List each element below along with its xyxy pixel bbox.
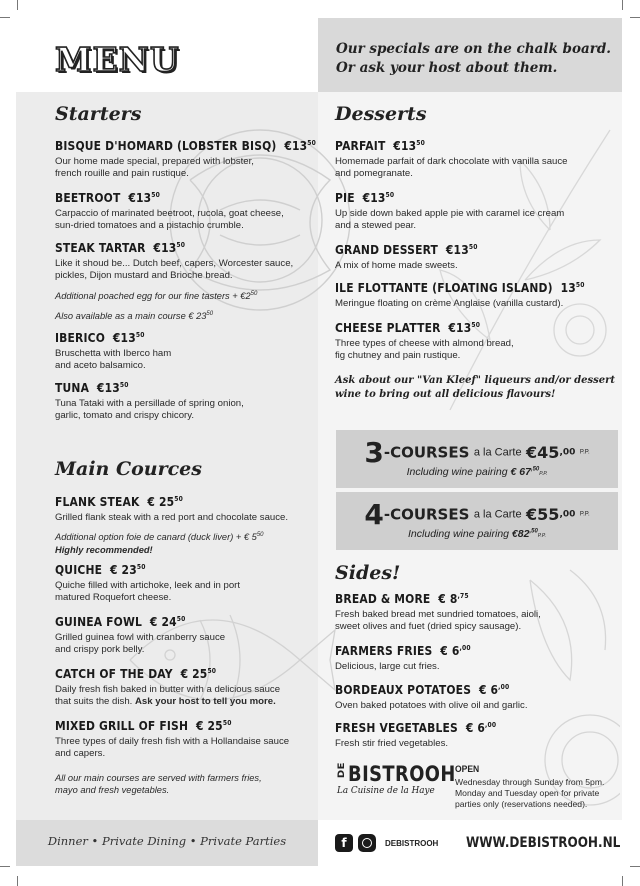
crop-mark	[622, 0, 623, 10]
item-description: Daily fresh fish baked in butter with a delicious sauce that suits the dish. Ask your host to tell you more.	[55, 684, 281, 708]
course-offer-line: 3-COURSES a la Carte €45,00 P.P.	[364, 436, 590, 469]
item-description: Three types of cheese with almond bread, fig chutney and pain rustique.	[335, 338, 514, 362]
item-title: STEAK TARTAR $€13^{50}$	[55, 240, 186, 255]
item-title: IBERICO $€13^{50}$	[55, 330, 145, 345]
item-extra: Highly recommended!	[55, 544, 153, 555]
item-description: Like it shoud be... Dutch beef, capers, Worcester sauce, pickles, Dijon mustard and Brioche bread.	[55, 258, 294, 282]
mains-note: All our main courses are served with farmers fries, mayo and fresh vegetables.	[55, 773, 262, 795]
item-title: TUNA $€13^{50}$	[55, 380, 129, 395]
menu-title: MENU	[55, 40, 180, 79]
starters-heading: Starters	[55, 103, 142, 125]
item-description: Delicious, large cut fries.	[335, 661, 440, 672]
item-description: Grilled guinea fowl with cranberry sauce and crispy pork belly.	[55, 632, 226, 656]
item-title: FLANK STEAK € $25^{50}$	[55, 494, 183, 509]
menu-item	[335, 190, 617, 233]
item-title: CHEESE PLATTER $€13^{50}$	[335, 320, 481, 335]
menu-item	[335, 720, 617, 750]
liqueur-note: Ask about our "Van Kleef" liqueurs and/or dessert wine to bring out all delicious flavours!	[335, 375, 616, 400]
menu-item	[55, 718, 313, 761]
website-link[interactable]: WWW.DEBISTROOH.NL	[466, 835, 621, 851]
restaurant-logo	[337, 762, 456, 796]
item-title: GRAND DESSERT $€13^{50}$	[335, 242, 478, 257]
item-title: BISQUE D'HOMARD (LOBSTER BISQ) $€13^{50}$	[55, 138, 317, 153]
menu-item	[335, 242, 617, 272]
item-title: BEETROOT $€13^{50}$	[55, 190, 161, 205]
social-handle[interactable]: DEBISTROOH	[385, 838, 439, 848]
crop-mark	[0, 17, 10, 18]
item-title: PIE $€13^{50}$	[335, 190, 395, 205]
menu-item	[55, 614, 313, 657]
crop-mark	[17, 0, 18, 10]
menu-item	[55, 494, 313, 556]
item-title: BORDEAUX POTATOES € $6^{,00}$	[335, 682, 510, 697]
item-description: Bruschetta with Iberco ham and aceto balsamico.	[55, 348, 172, 372]
menu-item	[55, 380, 313, 423]
crop-mark	[630, 17, 640, 18]
item-extra: Also available as a main course € $23^{50}$	[55, 310, 214, 321]
item-description: Carpaccio of marinated beetroot, rucola, goat cheese, sun-dried tomatoes and a pistachio crumble.	[55, 208, 284, 232]
item-description: Fresh stir fried vegetables.	[335, 738, 449, 749]
footer-tagline: Dinner • Private Dining • Private Parties	[47, 834, 287, 848]
menu-item	[55, 240, 313, 322]
item-title: ILE FLOTTANTE (FLOATING ISLAND) $13^{50}$	[335, 280, 585, 295]
item-title: FARMERS FRIES € $6^{,00}$	[335, 643, 471, 658]
item-description: A mix of home made sweets.	[335, 260, 458, 271]
wine-pairing-line: Including wine pairing $€82^{,50}P.P$.	[408, 528, 546, 540]
item-description: Quiche filled with artichoke, leek and in port matured Roquefort cheese.	[55, 580, 241, 604]
menu-item	[55, 138, 317, 181]
specials-note	[336, 40, 618, 78]
opening-hours-title: OPEN	[455, 764, 480, 775]
item-title: PARFAIT $€13^{50}$	[335, 138, 425, 153]
item-description: Tuna Tataki with a persillade of spring onion, garlic, tomato and crispy chicory.	[55, 398, 244, 422]
menu-item	[335, 682, 617, 712]
item-title: BREAD & MORE € $8^{,75}$	[335, 591, 469, 606]
item-description: Meringue floating on crème Anglaise (vanilla custard).	[335, 298, 564, 309]
desserts-heading: Desserts	[335, 103, 427, 125]
item-extra: Additional poached egg for our fine tasters + $€2^{50}$	[55, 290, 258, 301]
course-offer-line: 4-COURSES a la Carte €55,00 P.P.	[364, 498, 590, 531]
item-title: FRESH VEGETABLES € $6^{,00}$	[335, 720, 497, 735]
specials-line: Or ask your host about them.	[336, 60, 558, 76]
menu-item	[55, 562, 313, 605]
item-description: Oven baked potatoes with olive oil and garlic.	[335, 700, 528, 711]
item-title: CATCH OF THE DAY € $25^{50}$	[55, 666, 217, 681]
item-extra: Additional option foie de canard (duck liver) + € $5^{50}$	[55, 532, 264, 543]
item-description: Grilled flank steak with a red port and chocolate sauce.	[55, 512, 289, 523]
crop-mark	[630, 866, 640, 867]
sides-heading: Sides!	[335, 562, 401, 584]
menu-item	[335, 138, 617, 181]
menu-item	[55, 666, 313, 709]
crop-mark	[17, 876, 18, 886]
menu-item	[335, 280, 617, 310]
course-offer-box	[336, 430, 618, 488]
mains-heading: Main Cources	[55, 458, 202, 480]
crop-mark	[622, 876, 623, 886]
restaurant-subtitle: La Cuisine de la Haye	[337, 786, 435, 796]
social-links	[335, 834, 438, 852]
wine-pairing-line: Including wine pairing € $67^{,50}P.P$.	[406, 466, 548, 478]
crop-mark	[0, 866, 10, 867]
item-title: GUINEA FOWL € $24^{50}$	[55, 614, 186, 629]
restaurant-name: DEBISTROOH	[337, 762, 456, 786]
menu-item	[335, 591, 617, 634]
course-offer-box	[336, 492, 618, 550]
menu-item	[55, 330, 313, 373]
instagram-icon[interactable]	[358, 834, 376, 852]
item-title: QUICHE € $23^{50}$	[55, 562, 146, 577]
item-description: Homemade parfait of dark chocolate with vanilla sauce and pomegranate.	[335, 156, 568, 180]
opening-hours-text: Wednesday through Sunday from 5pm. Monday and Tuesday open for private parties only (reservations needed).	[455, 777, 605, 810]
item-description: Our home made special, prepared with lobster, french rouille and pain rustique.	[55, 156, 254, 180]
item-description: Fresh baked bread met sundried tomatoes, aioli, sweet olives and fuet (dried spicy sausage).	[335, 609, 541, 633]
item-description: Three types of daily fresh fish with a Hollandaise sauce and capers.	[55, 736, 290, 760]
item-title: MIXED GRILL OF FISH € $25^{50}$	[55, 718, 232, 733]
menu-item	[335, 643, 617, 673]
facebook-icon[interactable]: f	[335, 834, 353, 852]
item-description: Up side down baked apple pie with caramel ice cream and a stewed pear.	[335, 208, 565, 232]
menu-item	[55, 190, 313, 233]
menu-item	[335, 320, 617, 363]
specials-line: Our specials are on the chalk board.	[336, 41, 611, 57]
